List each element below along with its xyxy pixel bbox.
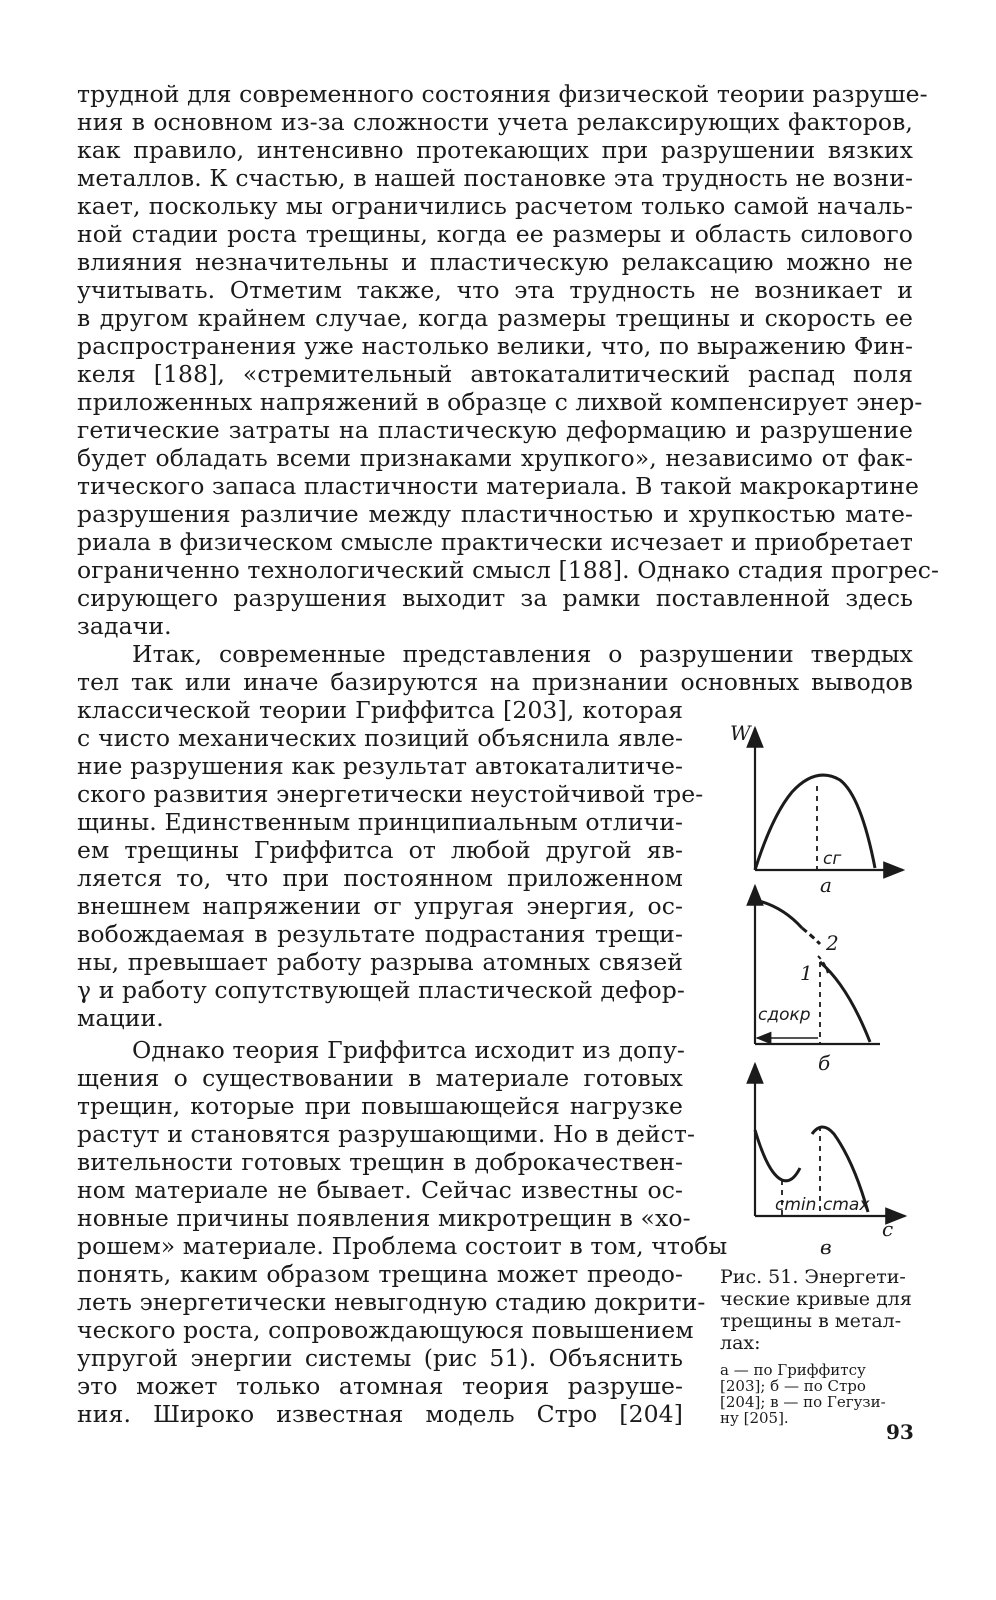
- text-line: гетические затраты на пластическую деформацию и разрушение: [77, 416, 913, 444]
- text-line: в другом крайнем случае, когда размеры трещины и скорость ее: [77, 304, 913, 332]
- text-line: растут и становятся разрушающими. Но в дейст-: [77, 1120, 696, 1148]
- figure-51: [720, 724, 920, 1264]
- energy-curves-diagram: [720, 724, 920, 1264]
- text-line: понять, каким образом трещина может преодо-: [77, 1260, 683, 1288]
- cg-label: cг: [823, 849, 842, 869]
- text-line: сирующего разрушения выходит за рамки поставленной здесь: [77, 584, 913, 612]
- panel-a-letter: a: [820, 873, 832, 897]
- text-line: ческого роста, сопровождающуюся повышением: [77, 1316, 694, 1344]
- caption-sub-line: ну [205].: [720, 1409, 789, 1427]
- text-line: металлов. К счастью, в нашей постановке эта трудность не возни-: [77, 164, 913, 192]
- curve-b-1: [802, 928, 820, 944]
- text-line: ограниченно технологический смысл [188]. Однако стадия прогрес-: [77, 556, 940, 584]
- caption-sub-line: [204]; в — по Гегузи-: [720, 1393, 886, 1411]
- text-line: Однако теория Гриффитса исходит из допу-: [132, 1036, 685, 1064]
- text-line: щины. Единственным принципиальным отличи-: [77, 808, 683, 836]
- panel-c-letter: в: [820, 1235, 832, 1259]
- text-line: классической теории Гриффитса [203], которая: [77, 696, 683, 724]
- caption-sub-line: а — по Гриффитсу: [720, 1361, 866, 1379]
- text-line: трещин, которые при повышающейся нагрузке: [77, 1092, 683, 1120]
- text-line: новные причины появления микротрещин в «хо-: [77, 1204, 691, 1232]
- text-line: как правило, интенсивно протекающих при разрушении вязких: [77, 136, 913, 164]
- text-line: с чисто механических позиций объяснила явле-: [77, 724, 683, 752]
- text-line: риала в физическом смысле практически исчезает и приобретает: [77, 528, 913, 556]
- text-line: это может только атомная теория разруше-: [77, 1372, 683, 1400]
- caption-sub-line: [203]; б — по Стро: [720, 1377, 866, 1395]
- text-line: ние разрушения как результат автокаталитиче-: [77, 752, 683, 780]
- text-line: ем трещины Гриффитса от любой другой яв-: [77, 836, 683, 864]
- caption-line: ческие кривые для: [720, 1288, 912, 1310]
- text-line: кает, поскольку мы ограничились расчетом только самой началь-: [77, 192, 913, 220]
- text-line: упругой энергии системы (рис 51). Объяснить: [77, 1344, 683, 1372]
- curve-a: [755, 775, 875, 870]
- text-line: щения о существовании в материале готовых: [77, 1064, 683, 1092]
- text-line: вительности готовых трещин в доброкачествен-: [77, 1148, 683, 1176]
- caption-line: лах:: [720, 1332, 761, 1354]
- text-line: ния в основном из-за сложности учета релаксирующих факторов,: [77, 108, 913, 136]
- text-line: ном материале не бывает. Сейчас известны ос-: [77, 1176, 683, 1204]
- text-line: ния. Широко известная модель Стро [204]: [77, 1400, 683, 1428]
- c-axis-label: c: [882, 1217, 894, 1241]
- curve-b-tail: [820, 962, 870, 1042]
- text-line: мации.: [77, 1004, 164, 1032]
- caption-line: трещины в метал-: [720, 1310, 902, 1332]
- text-line: ляется то, что при постоянном приложенном: [77, 864, 683, 892]
- w-axis-label: W: [730, 724, 751, 745]
- text-line: тического запаса пластичности материала. В такой макрокартине: [77, 472, 920, 500]
- text-line: тел так или иначе базируются на признании основных выводов: [77, 668, 913, 696]
- text-line: келя [188], «стремительный автокаталитический распад поля: [77, 360, 913, 388]
- text-line: вобождаемая в результате подрастания трещи-: [77, 920, 683, 948]
- text-line: Итак, современные представления о разрушении твердых: [132, 640, 913, 668]
- cdokr-label: cдокр: [758, 1005, 811, 1025]
- text-line: приложенных напряжений в образце с лихвой компенсирует энер-: [77, 388, 923, 416]
- text-line: ны, превышает работу разрыва атомных связей: [77, 948, 683, 976]
- text-line: учитывать. Отметим также, что эта трудность не возникает и: [77, 276, 913, 304]
- curve-1-label: 1: [800, 961, 813, 985]
- curve-b: [755, 900, 802, 928]
- page-number: 93: [886, 1420, 914, 1444]
- text-line: рошем» материале. Проблема состоит в том, чтобы: [77, 1232, 728, 1260]
- text-line: будет обладать всеми признаками хрупкого», независимо от фак-: [77, 444, 913, 472]
- curve-2-label: 2: [826, 931, 839, 955]
- text-line: внешнем напряжении σг упругая энергия, ос-: [77, 892, 683, 920]
- text-line: распространения уже настолько велики, что, по выражению Фин-: [77, 332, 913, 360]
- curve-c-left: [755, 1130, 800, 1181]
- cmin-label: cmin: [775, 1195, 817, 1215]
- text-line: задачи.: [77, 612, 172, 640]
- text-line: ского развития энергетически неустойчивой тре-: [77, 780, 704, 808]
- text-line: ной стадии роста трещины, когда ее размеры и область силового: [77, 220, 913, 248]
- text-line: трудной для современного состояния физической теории разруше-: [77, 80, 928, 108]
- panel-b-letter: б: [818, 1051, 831, 1075]
- text-line: леть энергетически невыгодную стадию докрити-: [77, 1288, 706, 1316]
- cmax-label: cmax: [823, 1195, 870, 1215]
- caption-line: Рис. 51. Энергети-: [720, 1266, 906, 1288]
- text-line: влияния незначительны и пластическую релаксацию можно не: [77, 248, 913, 276]
- text-line: разрушения различие между пластичностью и хрупкостью мате-: [77, 500, 913, 528]
- text-line: γ и работу сопутствующей пластической дефор-: [77, 976, 685, 1004]
